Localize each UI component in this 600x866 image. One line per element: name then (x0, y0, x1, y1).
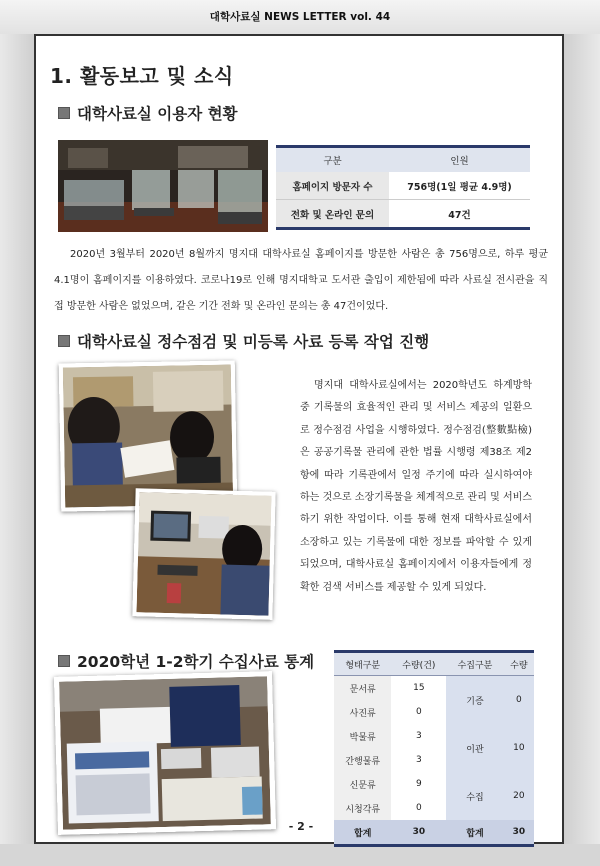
newsletter-page (34, 34, 564, 844)
inspection-photo-2 (132, 488, 275, 620)
section-title: 1. 활동보고 및 소식 (50, 64, 234, 88)
square-bullet-icon (58, 107, 70, 119)
total-label-2: 합계 (446, 820, 503, 846)
page-shadow-bottom (0, 844, 600, 866)
count-cell: 3 (391, 724, 446, 748)
subsection-title: 대학사료실 정수점검 및 미등록 사료 등록 작업 진행 (77, 333, 430, 351)
usage-table (276, 145, 530, 230)
group-cell: 기증 (446, 676, 503, 725)
square-bullet-icon (58, 335, 70, 347)
group-count-cell: 0 (504, 676, 534, 725)
type-cell: 사진류 (334, 700, 391, 724)
type-cell: 문서류 (334, 676, 391, 701)
count-cell: 3 (391, 748, 446, 772)
type-cell: 시청각류 (334, 796, 391, 820)
group-cell: 이관 (446, 724, 503, 772)
group-count-cell: 20 (504, 772, 534, 820)
usage-paragraph: 2020년 3월부터 2020년 8월까지 명지대 대학사료실 홈페이지를 방문한 사람은 총 756명으로, 하루 평균 4.1명이 홈페이지를 이용하였다. 코로나19로 인해 명지대학교 도서관 출입이 제한됨에 따라 사료실 전시관을 직접 방문한 사람은 없었으며, 같은 기간 전화 및 온라인 문의는 총 47건이었다. (54, 249, 548, 312)
count-cell: 9 (391, 772, 446, 796)
total-count: 30 (391, 820, 446, 846)
row-value: 47건 (389, 200, 530, 229)
newsletter-banner: 대학사료실 NEWS LETTER vol. 44 (0, 0, 600, 34)
page-shadow-left (0, 34, 34, 866)
collected-materials-photo (54, 671, 276, 835)
col-header-category: 구분 (276, 147, 389, 173)
group-count-cell: 10 (504, 724, 534, 772)
square-bullet-icon (58, 655, 70, 667)
col-header-collection-type: 수집구분 (446, 652, 503, 676)
count-cell: 0 (391, 700, 446, 724)
collection-statistics-table (334, 650, 534, 847)
table-row (276, 172, 530, 200)
type-cell: 간행물류 (334, 748, 391, 772)
col-header-quantity: 수량(건) (391, 652, 446, 676)
total-count-2: 30 (504, 820, 534, 846)
table-row (334, 676, 534, 701)
row-label: 전화 및 온라인 문의 (276, 200, 389, 229)
group-cell: 수집 (446, 772, 503, 820)
col-header-type: 형태구분 (334, 652, 391, 676)
subsection-heading-usage (58, 102, 238, 124)
count-cell: 0 (391, 796, 446, 820)
col-header-collection-quantity: 수량 (504, 652, 534, 676)
subsection-heading-statistics (58, 650, 314, 672)
table-row (276, 200, 530, 229)
row-label: 홈페이지 방문자 수 (276, 172, 389, 200)
row-value: 756명(1일 평균 4.9명) (389, 172, 530, 200)
inspection-paragraph: 명지대 대학사료실에서는 2020학년도 하계방학 중 기록물의 효율적인 관리 및 서비스 제공의 일환으로 정수점검 사업을 시행하였다. 정수점검(整數點檢)은 공공기록물 관리에 관한 법률 시행령 제38조 제2항에 따라 기록관에서 일정 주기에 따라 실시하여야 하는 것으로 소장기록물을 체계적으로 관리 및 서비스하기 위한 작업이다. 이를 통해 현재 대학사료실에서 소장하고 있는 기록물에 대한 정보를 파악할 수 있게 되었으며, 대학사료실 홈페이지에서 이용자들에게 정확한 검색 서비스를 제공할 수 있게 되었다. (300, 380, 532, 593)
col-header-count: 인원 (389, 147, 530, 173)
page-number: - 2 - (288, 820, 314, 833)
subsection-heading-inspection (58, 330, 429, 352)
subsection-title: 대학사료실 이용자 현황 (77, 105, 238, 123)
type-cell: 신문류 (334, 772, 391, 796)
page-shadow-right (564, 34, 600, 866)
subsection-title: 2020학년 1-2학기 수집사료 통계 (77, 653, 315, 671)
table-row (334, 724, 534, 748)
count-cell: 15 (391, 676, 446, 701)
type-cell: 박물류 (334, 724, 391, 748)
exhibition-hall-photo (58, 140, 268, 232)
table-row (334, 772, 534, 796)
total-label: 합계 (334, 820, 391, 846)
